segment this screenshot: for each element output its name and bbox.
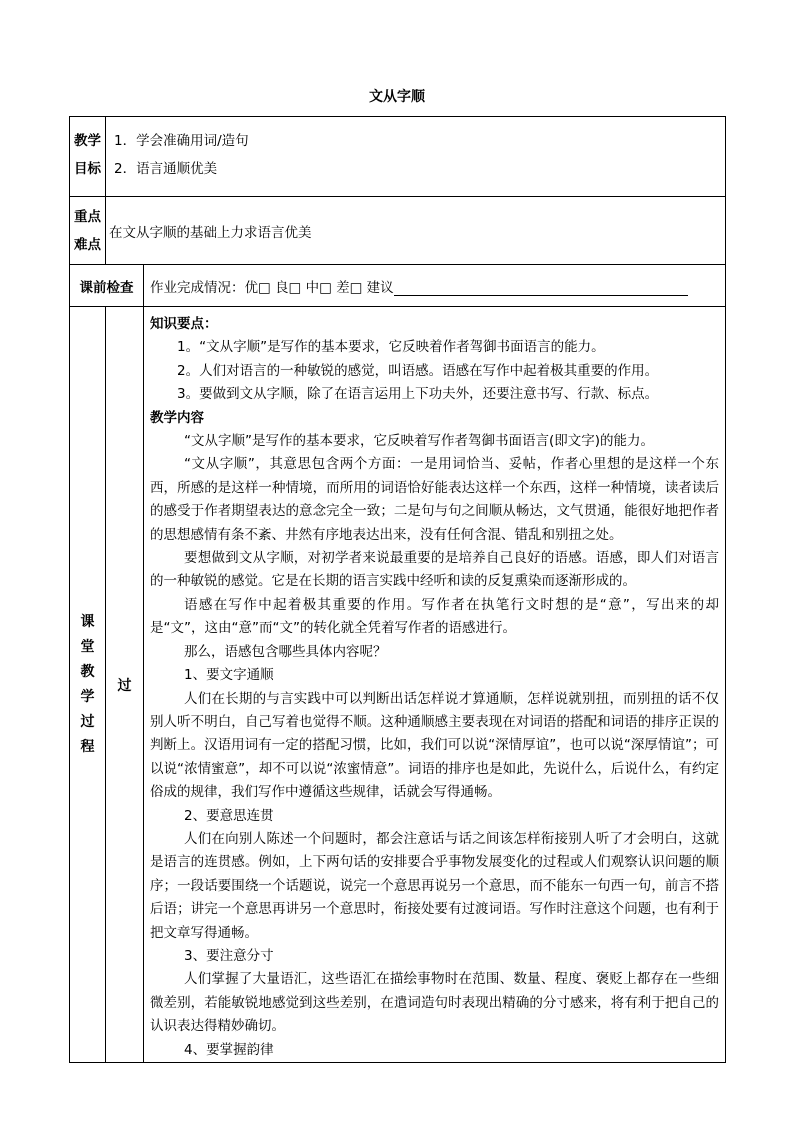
content-heading: 教学内容 bbox=[150, 409, 204, 426]
section-heading: 2、要意思连贯 bbox=[184, 807, 274, 824]
process-label bbox=[70, 307, 106, 1063]
key-points-row bbox=[70, 197, 726, 265]
pre-check-label: 课前检查 bbox=[70, 265, 144, 307]
content-paragraph: “文从字顺”，其意思包含两个方面：一是用词恰当、妥帖，作者心里想的是这样一个东西，所感的是这样一种情境，而所用的词语恰好能表达这样一个东西，这样一种情境，读者读后的感受于作者期望表达的意念完全一致；二是句与句之间顺从畅达，文气贯通，能很好地把作者的思想感情有条不紊、井然有序地表达出来，没有任何含混、错乱和别扭之处。 bbox=[150, 456, 720, 543]
process-label-char: 教 bbox=[80, 663, 95, 680]
objectives-label bbox=[70, 117, 106, 197]
document-title: 文从字顺 bbox=[369, 89, 425, 105]
pre-check-content bbox=[144, 265, 726, 307]
content-paragraph: 要想做到文从字顺，对初学者来说最重要的是培养自己良好的语感。语感，即人们对语言的一种敏锐的感觉。它是在长期的语言实践中经听和读的反复熏染而逐渐形成的。 bbox=[150, 550, 720, 590]
process-label-char: 过 bbox=[80, 713, 95, 730]
content-paragraph: 语感在写作中起着极其重要的作用。写作者在执笔行文时想的是“意”，写出来的却是“文”，这由“意”而“文”的转化就全凭着写作者的语感进行。 bbox=[150, 596, 720, 637]
objectives-label-line2: 目标 bbox=[74, 161, 101, 177]
key-points-label-line2: 难点 bbox=[74, 236, 101, 253]
section-heading: 4、要掌握韵律 bbox=[184, 1041, 274, 1058]
objectives-label-line1: 教学 bbox=[74, 133, 101, 149]
content-paragraph: “文从字顺”是写作的基本要求，它反映着写作者驾御书面语言(即文字)的能力。 bbox=[184, 433, 655, 450]
knowledge-heading: 知识要点： bbox=[150, 316, 218, 332]
knowledge-item: 1。“文从字顺”是写作的基本要求，它反映着作者驾御书面语言的能力。 bbox=[177, 339, 605, 356]
objective-item: 2．语言通顺优美 bbox=[114, 161, 218, 177]
section-heading: 3、要注意分寸 bbox=[184, 947, 274, 964]
key-points-label bbox=[70, 197, 106, 265]
process-content bbox=[144, 307, 726, 1063]
content-paragraph: 那么，语感包含哪些具体内容呢？ bbox=[184, 643, 387, 660]
content-paragraph: 人们掌握了大量语汇，这些语汇在描绘事物时在范围、数量、程度、褒贬上都存在一些细微差别，若能敏锐地感觉到这些差别，在遣词造句时表现出精确的分寸感来，将有利于把自己的认识表达得精妙确切。 bbox=[150, 971, 720, 1035]
process-sub-label: 过 bbox=[106, 307, 144, 1063]
content-paragraph: 人们在向别人陈述一个问题时，都会注意话与话之间该怎样衔接别人听了才会明白，这就是语言的连贯感。例如，上下两句话的安排要合乎事物发展变化的过程或人们观察认识问题的顺序；一段话要围绕一个话题说，说完一个意思再说另一个意思，而不能东一句西一句，前言不搭后语；讲完一个意思再讲另一个意思时，衔接处要有过渡词语。写作时注意这个问题，也有利于把文章写得通畅。 bbox=[150, 830, 720, 941]
objectives-content bbox=[106, 117, 726, 197]
knowledge-item: 2。人们对语言的一种敏锐的感觉，叫语感。语感在写作中起着极其重要的作用。 bbox=[177, 362, 659, 379]
process-label-char: 学 bbox=[80, 688, 95, 705]
objective-item: 1．学会准确用词/造句 bbox=[114, 133, 249, 149]
process-row bbox=[70, 307, 726, 1063]
lesson-plan-table bbox=[69, 116, 726, 1063]
suggestion-blank-line bbox=[394, 281, 688, 296]
knowledge-item: 3。要做到文从字顺，除了在语言运用上下功夫外，还要注意书写、行款、标点。 bbox=[177, 386, 659, 403]
process-label-char: 程 bbox=[80, 738, 95, 755]
objectives-row bbox=[70, 117, 726, 197]
key-points-text: 在文从字顺的基础上力求语言优美 bbox=[106, 197, 726, 265]
process-label-char: 堂 bbox=[80, 638, 95, 655]
section-heading: 1、要文字通顺 bbox=[184, 667, 274, 684]
content-paragraph: 人们在长期的与言实践中可以判断出话怎样说才算通顺，怎样说就别扭，而别扭的话不仅别人听不明白，自己写着也觉得不顺。这种通顺感主要表现在对词语的搭配和词语的排序正误的判断上。汉语用词有一定的搭配习惯，比如，我们可以说“深情厚谊”，也可以说“深厚情谊”；可以说“浓情蜜意”，却不可以说“浓蜜情意”。词语的排序也是如此，先说什么，后说什么，有约定俗成的规律，我们写作中遵循这些规律，话就会写得通畅。 bbox=[150, 690, 720, 801]
pre-check-text: 作业完成情况：优□ 良□ 中□ 差□ 建议 bbox=[150, 279, 394, 296]
pre-check-row bbox=[70, 265, 726, 307]
process-label-char: 课 bbox=[80, 613, 95, 630]
key-points-label-line1: 重点 bbox=[74, 208, 101, 225]
